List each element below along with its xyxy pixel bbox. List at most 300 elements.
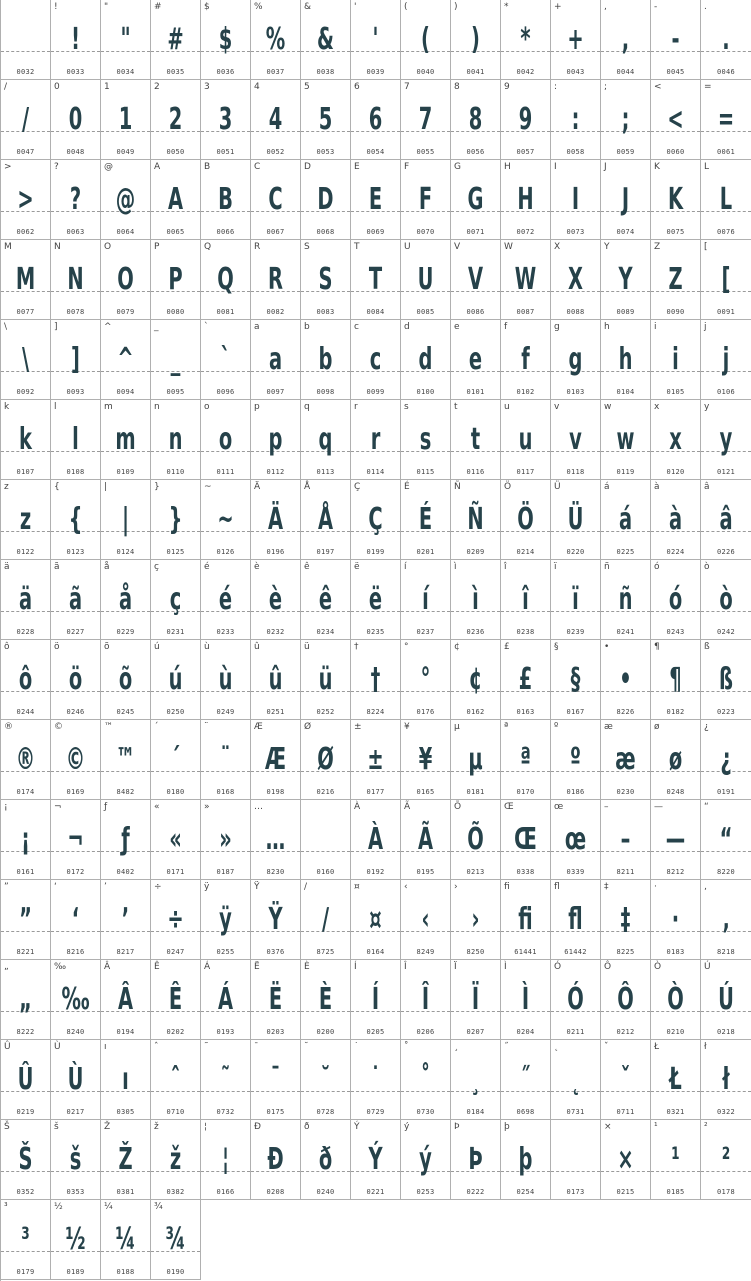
glyph-label: Î (404, 962, 407, 972)
glyph-cell (401, 80, 451, 160)
glyph-cell (251, 0, 301, 80)
glyph-sample: ı (122, 1062, 129, 1097)
glyph-label: \ (4, 322, 8, 332)
glyph-code: 0056 (466, 148, 485, 156)
glyph-sample: fl (568, 902, 583, 937)
glyph-label: Ë (254, 962, 260, 972)
glyph-label: ¡ (4, 802, 8, 812)
glyph-label: fi (504, 882, 510, 892)
glyph-code: 0198 (266, 788, 285, 796)
glyph-cell (51, 160, 101, 240)
glyph-label: ´ (154, 722, 159, 732)
glyph-cell (51, 1200, 101, 1280)
glyph-cell (301, 960, 351, 1040)
glyph-label: º (554, 722, 559, 732)
glyph-label: › (454, 882, 458, 892)
glyph-label: 3 (204, 82, 210, 92)
glyph-code: 0077 (16, 308, 35, 316)
glyph-label: Ã (404, 802, 411, 812)
glyph-cell (251, 1120, 301, 1200)
glyph-code: 0212 (616, 1028, 635, 1036)
glyph-label: Â (104, 962, 111, 972)
glyph-cell (51, 240, 101, 320)
glyph-label: / (4, 82, 8, 92)
glyph-code: 0122 (16, 548, 35, 556)
glyph-cell (451, 640, 501, 720)
glyph-sample: ¼ (115, 1222, 136, 1257)
glyph-cell (501, 1040, 551, 1120)
glyph-code: 0064 (116, 228, 135, 236)
glyph-code: 0039 (366, 68, 385, 76)
glyph-code: 0094 (116, 388, 135, 396)
glyph-cell (351, 80, 401, 160)
glyph-code: 0233 (216, 628, 235, 636)
glyph-label: d (404, 322, 410, 332)
glyph-cell (501, 1120, 551, 1200)
glyph-code: 0069 (366, 228, 385, 236)
glyph-cell (501, 240, 551, 320)
glyph-cell (451, 0, 501, 80)
glyph-label: h (604, 322, 610, 332)
glyph-code: 0038 (316, 68, 335, 76)
glyph-code: 0187 (216, 868, 235, 876)
glyph-sample: ˛ (570, 1062, 581, 1097)
glyph-label: 9 (504, 82, 510, 92)
glyph-cell (301, 160, 351, 240)
glyph-code: 0104 (616, 388, 635, 396)
glyph-sample: ~ (217, 502, 234, 537)
glyph-code: 0203 (266, 1028, 285, 1036)
glyph-cell (401, 320, 451, 400)
glyph-cell (651, 80, 701, 160)
glyph-label: Û (4, 1042, 11, 1052)
glyph-cell (301, 800, 351, 880)
glyph-code: 0123 (66, 548, 85, 556)
glyph-sample: µ (468, 742, 483, 777)
glyph-cell (1, 240, 51, 320)
glyph-cell (251, 80, 301, 160)
glyph-sample: Ì (521, 982, 530, 1017)
glyph-label: ñ (604, 562, 610, 572)
glyph-sample: ` (220, 342, 231, 377)
glyph-sample: Ó (567, 982, 584, 1017)
glyph-label: . (704, 2, 707, 12)
glyph-sample: G (467, 182, 484, 217)
glyph-sample: õ (118, 662, 133, 697)
glyph-sample: r (370, 422, 381, 457)
glyph-cell (501, 720, 551, 800)
glyph-label: r (354, 402, 358, 412)
glyph-cell (401, 880, 451, 960)
glyph-sample: ã (68, 582, 83, 617)
glyph-code: 0221 (366, 1188, 385, 1196)
glyph-code: 0247 (166, 948, 185, 956)
glyph-label: ` (204, 322, 209, 332)
glyph-cell (351, 320, 401, 400)
glyph-sample: ÿ (219, 902, 232, 937)
glyph-code: 0093 (66, 388, 85, 396)
glyph-label: ð (304, 1122, 310, 1132)
glyph-code: 0088 (566, 308, 585, 316)
glyph-sample: 5 (318, 102, 333, 137)
glyph-code: 0087 (516, 308, 535, 316)
glyph-label: Ê (154, 962, 160, 972)
glyph-sample: ó (668, 582, 683, 617)
glyph-label: ˜ (204, 1042, 209, 1052)
glyph-label: ™ (104, 722, 113, 732)
glyph-cell (651, 720, 701, 800)
glyph-code: 0255 (216, 948, 235, 956)
glyph-cell (501, 960, 551, 1040)
glyph-code: 0698 (516, 1108, 535, 1116)
glyph-sample: I (571, 182, 580, 217)
glyph-label: ë (354, 562, 360, 572)
glyph-cell (251, 560, 301, 640)
glyph-sample: Ž (118, 1142, 133, 1177)
glyph-label: u (504, 402, 510, 412)
glyph-cell (251, 480, 301, 560)
glyph-label: â (704, 482, 710, 492)
glyph-cell (151, 960, 201, 1040)
glyph-sample: † (370, 662, 381, 697)
glyph-label: û (254, 642, 260, 652)
glyph-sample: E (368, 182, 383, 217)
glyph-code: 61441 (514, 948, 537, 956)
glyph-cell (701, 1040, 751, 1120)
glyph-sample: é (218, 582, 233, 617)
glyph-code: 0254 (516, 1188, 535, 1196)
glyph-cell (401, 960, 451, 1040)
glyph-sample: o (218, 422, 233, 457)
glyph-sample: i (672, 342, 679, 377)
glyph-code: 0101 (466, 388, 485, 396)
glyph-code: 0034 (116, 68, 135, 76)
glyph-sample: | (121, 502, 130, 537)
glyph-cell (51, 320, 101, 400)
glyph-sample: Õ (467, 822, 484, 857)
glyph-cell (351, 800, 401, 880)
glyph-cell (551, 0, 601, 80)
glyph-label: ¹ (654, 1122, 658, 1132)
glyph-cell (1, 880, 51, 960)
glyph-code: 0074 (616, 228, 635, 236)
glyph-label: ² (704, 1122, 708, 1132)
glyph-sample: â (719, 502, 733, 537)
glyph-code: 8250 (466, 948, 485, 956)
glyph-sample: Á (217, 982, 234, 1017)
glyph-cell (551, 880, 601, 960)
glyph-label: ª (504, 722, 509, 732)
glyph-cell (1, 0, 51, 80)
glyph-label: ˝ (504, 1042, 509, 1052)
glyph-sample: l (72, 422, 79, 457)
glyph-code: 0113 (316, 468, 335, 476)
glyph-sample: ù (218, 662, 233, 697)
glyph-sample: Q (217, 262, 234, 297)
glyph-sample: j (722, 342, 730, 377)
glyph-label: 8 (454, 82, 460, 92)
glyph-cell (251, 640, 301, 720)
glyph-label: ? (54, 162, 59, 172)
glyph-label: U (404, 242, 411, 252)
glyph-sample: Ù (67, 1062, 84, 1097)
glyph-sample: ð (318, 1142, 333, 1177)
glyph-code: 0048 (66, 148, 85, 156)
glyph-code: 0109 (116, 468, 135, 476)
glyph-cell (1, 160, 51, 240)
glyph-sample: : (571, 102, 580, 137)
glyph-code: 0170 (516, 788, 535, 796)
glyph-cell (201, 400, 251, 480)
glyph-sample: s (419, 422, 432, 457)
glyph-code: 0178 (716, 1188, 736, 1196)
glyph-code: 0102 (516, 388, 535, 396)
glyph-code: 0244 (16, 708, 35, 716)
glyph-cell (1, 400, 51, 480)
glyph-label: " (104, 2, 109, 12)
glyph-code: 8216 (66, 948, 85, 956)
glyph-label: = (704, 82, 712, 92)
glyph-label: ¼ (104, 1202, 113, 1212)
glyph-cell (101, 960, 151, 1040)
glyph-code: 0050 (166, 148, 185, 156)
glyph-sample: ‚ (722, 902, 730, 937)
glyph-sample: < (667, 102, 684, 137)
glyph-sample: ¦ (221, 1142, 230, 1177)
glyph-code: 0207 (466, 1028, 485, 1036)
glyph-label: Õ (454, 802, 462, 812)
glyph-cell (101, 480, 151, 560)
glyph-code: 0241 (616, 628, 635, 636)
glyph-cell (1, 800, 51, 880)
glyph-label: Í (354, 962, 357, 972)
glyph-code: 0111 (216, 468, 235, 476)
glyph-label: v (554, 402, 560, 412)
glyph-sample: ° (420, 662, 431, 697)
glyph-code: 0305 (116, 1108, 135, 1116)
glyph-label: l (54, 402, 57, 412)
glyph-label: Ý (354, 1122, 360, 1132)
glyph-sample: ‹ (421, 902, 430, 937)
glyph-cell (701, 960, 751, 1040)
glyph-sample: ± (367, 742, 384, 777)
glyph-cell (651, 400, 701, 480)
glyph-label: « (154, 802, 160, 812)
glyph-code: 0071 (466, 228, 485, 236)
glyph-sample: 1 (118, 102, 133, 137)
glyph-sample: f (521, 342, 530, 377)
glyph-sample: p (268, 422, 283, 457)
glyph-sample: 0 (68, 102, 83, 137)
glyph-label: Ò (654, 962, 662, 972)
glyph-code: 0161 (16, 868, 35, 876)
glyph-cell (201, 880, 251, 960)
glyph-label: Ð (254, 1122, 261, 1132)
glyph-label: ³ (4, 1202, 8, 1212)
glyph-sample (558, 1137, 593, 1182)
glyph-cell (201, 1120, 251, 1200)
glyph-cell (601, 400, 651, 480)
glyph-label: ç (154, 562, 159, 572)
glyph-code: 0240 (316, 1188, 335, 1196)
glyph-label: a (254, 322, 260, 332)
glyph-code: 0052 (266, 148, 285, 156)
glyph-code: 0160 (316, 868, 335, 876)
glyph-code: 0162 (466, 708, 485, 716)
glyph-sample: û (268, 662, 283, 697)
glyph-sample: 2 (168, 102, 183, 137)
glyph-label: ] (54, 322, 58, 332)
glyph-sample: R (268, 262, 283, 297)
glyph-sample: 7 (418, 102, 433, 137)
glyph-code: 0189 (66, 1268, 85, 1276)
glyph-sample: ; (621, 102, 630, 137)
glyph-label: ò (704, 562, 710, 572)
glyph-label: Q (204, 242, 212, 252)
glyph-code: 0253 (416, 1188, 435, 1196)
glyph-sample: × (617, 1142, 634, 1177)
glyph-label: ” (4, 882, 9, 892)
glyph-label: q (304, 402, 310, 412)
glyph-sample: Š (18, 1142, 33, 1177)
glyph-cell (601, 640, 651, 720)
glyph-label: ~ (204, 482, 212, 492)
glyph-code: 0081 (216, 308, 235, 316)
glyph-sample: T (368, 262, 383, 297)
glyph-sample: g (568, 342, 583, 377)
glyph-label: ; (604, 82, 608, 92)
glyph-code: 8217 (116, 948, 135, 956)
glyph-cell (1, 80, 51, 160)
glyph-code: 0072 (516, 228, 535, 236)
glyph-cell (201, 800, 251, 880)
glyph-sample: ø (668, 742, 683, 777)
glyph-cell (251, 800, 301, 880)
glyph-cell (651, 480, 701, 560)
glyph-label: z (4, 482, 9, 492)
glyph-code: 0165 (416, 788, 435, 796)
glyph-code: 0382 (166, 1188, 185, 1196)
glyph-label: ® (4, 722, 13, 732)
glyph-cell (401, 1120, 451, 1200)
glyph-code: 0044 (616, 68, 635, 76)
glyph-cell (351, 880, 401, 960)
glyph-sample: å (118, 582, 133, 617)
glyph-cell (151, 160, 201, 240)
glyph-code: 0096 (216, 388, 235, 396)
glyph-cell (1, 720, 51, 800)
glyph-sample: Ñ (467, 502, 484, 537)
glyph-code: 0067 (266, 228, 285, 236)
glyph-code: 8249 (416, 948, 435, 956)
glyph-code: 8220 (716, 868, 736, 876)
glyph-sample: ² (721, 1142, 731, 1177)
glyph-code: 0205 (366, 1028, 385, 1036)
glyph-cell (301, 480, 351, 560)
glyph-cell (601, 0, 651, 80)
glyph-code: 0125 (166, 548, 185, 556)
glyph-sample: ª (520, 742, 531, 777)
glyph-cell (201, 640, 251, 720)
glyph-label: Š (4, 1122, 10, 1132)
glyph-code: 0164 (366, 948, 385, 956)
glyph-code: 0112 (266, 468, 285, 476)
glyph-label: õ (104, 642, 110, 652)
glyph-cell (451, 960, 501, 1040)
glyph-code: 8222 (16, 1028, 35, 1036)
glyph-code: 0215 (616, 1188, 635, 1196)
glyph-label: Ñ (454, 482, 461, 492)
glyph-label: f (504, 322, 508, 332)
glyph-code: 0063 (66, 228, 85, 236)
glyph-cell (601, 160, 651, 240)
glyph-code: 0166 (216, 1188, 235, 1196)
glyph-label: Ù (54, 1042, 61, 1052)
glyph-label: ä (4, 562, 10, 572)
glyph-label: 6 (354, 82, 360, 92)
glyph-label: M (4, 242, 12, 252)
glyph-cell (351, 1120, 401, 1200)
glyph-label: E (354, 162, 360, 172)
glyph-code: 0040 (416, 68, 435, 76)
glyph-cell (651, 320, 701, 400)
glyph-label: [ (704, 242, 708, 252)
glyph-label: é (204, 562, 210, 572)
glyph-sample: P (168, 262, 183, 297)
glyph-code: 0049 (116, 148, 135, 156)
glyph-label: Ô (604, 962, 612, 972)
glyph-label: ' (354, 2, 357, 12)
glyph-code: 0114 (366, 468, 385, 476)
glyph-label: “ (704, 802, 709, 812)
glyph-sample: & (317, 22, 334, 57)
glyph-label: Á (204, 962, 211, 972)
glyph-sample: N (67, 262, 84, 297)
glyph-cell (701, 720, 751, 800)
glyph-code: 0105 (666, 388, 685, 396)
glyph-code: 0231 (166, 628, 185, 636)
glyph-label: ‡ (604, 882, 609, 892)
glyph-cell (201, 320, 251, 400)
glyph-cell (1, 1200, 51, 1280)
glyph-label: J (604, 162, 607, 172)
glyph-label: ¯ (254, 1042, 259, 1052)
glyph-code: 0051 (216, 148, 235, 156)
glyph-code: 0045 (666, 68, 685, 76)
glyph-cell (651, 240, 701, 320)
glyph-sample: v (569, 422, 582, 457)
glyph-cell (601, 80, 651, 160)
glyph-cell (401, 640, 451, 720)
glyph-sample: ‘ (71, 902, 80, 937)
glyph-cell (451, 480, 501, 560)
glyph-sample: Y (618, 262, 633, 297)
glyph-code: 0046 (716, 68, 736, 76)
glyph-label: Z (654, 242, 661, 252)
glyph-cell (401, 160, 451, 240)
glyph-label: N (54, 242, 61, 252)
glyph-code: 0061 (716, 148, 736, 156)
glyph-cell (451, 320, 501, 400)
glyph-cell (251, 400, 301, 480)
glyph-cell (701, 480, 751, 560)
glyph-label: Æ (254, 722, 263, 732)
glyph-sample: 4 (268, 102, 283, 137)
glyph-cell (151, 800, 201, 880)
glyph-label: ž (154, 1122, 159, 1132)
glyph-code: 0381 (116, 1188, 135, 1196)
glyph-sample: Û (17, 1062, 34, 1097)
